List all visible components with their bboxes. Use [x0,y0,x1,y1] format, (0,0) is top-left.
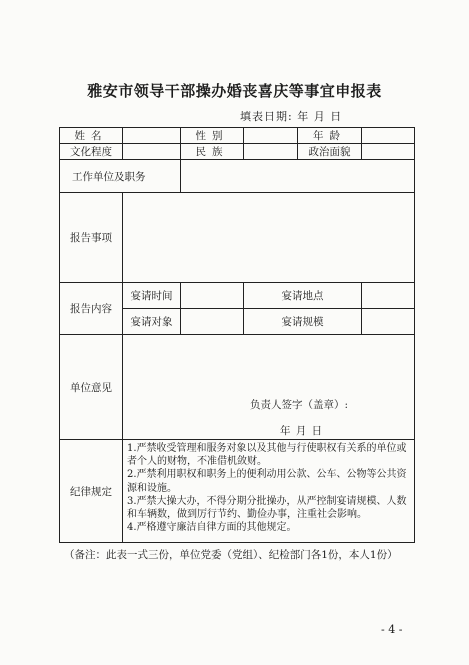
education-field[interactable] [123,144,181,160]
banquet-guests-field[interactable] [181,309,244,335]
gender-field[interactable] [244,128,298,144]
rule-item: 2.严禁利用职权和职务上的便利动用公款、公车、公物等公共资源和设施。 [127,469,407,494]
opinion-date-label: 年 月 日 [280,425,324,437]
banquet-time-label: 宴请时间 [123,283,181,309]
page-number: - 4 - [381,623,403,636]
remark-note: （备注：此表一式三份，单位党委（党组）、纪检部门各1份，本人1份） [64,549,398,561]
rule-item: 1.严禁收受管理和服务对象以及其他与行使职权有关系的单位或者个人的财物，不准借机敛财。 [127,443,407,468]
banquet-location-label: 宴请地点 [244,283,362,309]
declaration-form [59,127,415,543]
gender-label: 性别 [181,128,244,144]
education-label: 文化程度 [60,144,123,160]
signature-label: 负责人签字（盖章）: [250,399,349,411]
unit-opinion-label: 单位意见 [60,335,123,440]
political-status-field[interactable] [362,144,415,160]
rule-item: 3.严禁大操大办，不得分期分批操办，从严控制宴请规模、人数和车辆数，做到厉行节约、勤俭办事，注重社会影响。 [127,495,407,521]
banquet-time-field[interactable] [181,283,244,309]
work-unit-label: 工作单位及职务 [60,160,181,193]
age-label: 年龄 [298,128,362,144]
name-field[interactable] [123,128,181,144]
ethnicity-label: 民族 [181,144,244,160]
fill-date-label: 填表日期: 年 月 日 [240,110,343,123]
report-matter-field[interactable] [123,193,415,283]
unit-opinion-field[interactable] [123,335,415,440]
ethnicity-field[interactable] [244,144,298,160]
banquet-scale-label: 宴请规模 [244,309,362,335]
form-title: 雅安市领导干部操办婚丧喜庆等事宜申报表 [87,82,382,100]
name-label: 姓名 [60,128,123,144]
discipline-rules [123,440,415,543]
rule-item: 4.严格遵守廉洁自律方面的其他规定。 [127,522,297,534]
work-unit-field[interactable] [181,160,415,193]
banquet-scale-field[interactable] [362,309,415,335]
report-matter-label: 报告事项 [60,193,123,283]
report-content-label: 报告内容 [60,283,123,335]
banquet-guests-label: 宴请对象 [123,309,181,335]
banquet-location-field[interactable] [362,283,415,309]
discipline-label: 纪律规定 [60,440,123,543]
age-field[interactable] [362,128,415,144]
political-status-label: 政治面貌 [298,144,362,160]
